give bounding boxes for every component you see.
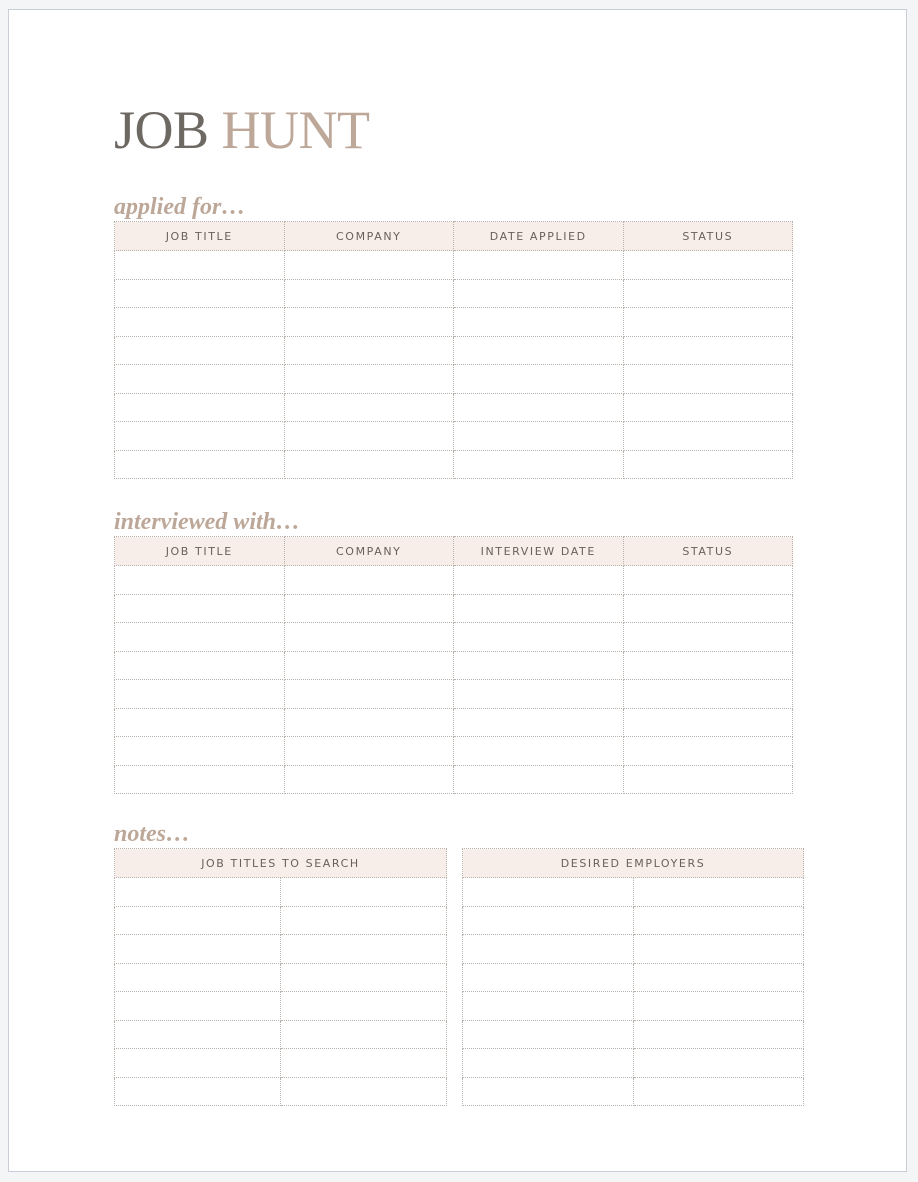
blank-cell[interactable] bbox=[281, 1077, 447, 1106]
table-row bbox=[115, 992, 447, 1021]
col-header-company: COMPANY bbox=[284, 222, 454, 251]
blank-cell[interactable] bbox=[633, 963, 804, 992]
blank-cell[interactable] bbox=[454, 623, 624, 652]
blank-cell[interactable] bbox=[115, 251, 285, 280]
table-row bbox=[115, 878, 447, 907]
blank-cell[interactable] bbox=[115, 963, 281, 992]
table-row bbox=[115, 336, 793, 365]
col-header-job-title: JOB TITLE bbox=[115, 537, 285, 566]
interviewed-section-label: interviewed with… bbox=[114, 509, 300, 535]
blank-cell[interactable] bbox=[623, 680, 793, 709]
blank-cell[interactable] bbox=[284, 308, 454, 337]
blank-cell[interactable] bbox=[623, 279, 793, 308]
table-row bbox=[115, 963, 447, 992]
blank-cell[interactable] bbox=[115, 906, 281, 935]
blank-cell[interactable] bbox=[463, 1020, 634, 1049]
blank-cell[interactable] bbox=[284, 450, 454, 479]
table-row bbox=[115, 1049, 447, 1078]
planner-page bbox=[8, 9, 907, 1172]
blank-cell[interactable] bbox=[623, 566, 793, 595]
blank-cell[interactable] bbox=[454, 708, 624, 737]
table-row bbox=[463, 963, 804, 992]
blank-cell[interactable] bbox=[281, 963, 447, 992]
applied-table bbox=[114, 221, 793, 479]
blank-cell[interactable] bbox=[454, 365, 624, 394]
blank-cell[interactable] bbox=[463, 906, 634, 935]
blank-cell[interactable] bbox=[284, 279, 454, 308]
blank-cell[interactable] bbox=[623, 737, 793, 766]
table-row bbox=[115, 393, 793, 422]
table-row bbox=[115, 737, 793, 766]
blank-cell[interactable] bbox=[633, 878, 804, 907]
blank-cell[interactable] bbox=[281, 935, 447, 964]
blank-cell[interactable] bbox=[115, 1049, 281, 1078]
blank-cell[interactable] bbox=[115, 393, 285, 422]
job-titles-to-search-table bbox=[114, 848, 447, 1106]
blank-cell[interactable] bbox=[115, 935, 281, 964]
col-header-status: STATUS bbox=[623, 222, 793, 251]
blank-cell[interactable] bbox=[284, 336, 454, 365]
table-row bbox=[463, 878, 804, 907]
blank-cell[interactable] bbox=[623, 422, 793, 451]
blank-cell[interactable] bbox=[284, 765, 454, 794]
col-header-job-title: JOB TITLE bbox=[115, 222, 285, 251]
table-row bbox=[115, 1020, 447, 1049]
table-row bbox=[115, 623, 793, 652]
blank-cell[interactable] bbox=[284, 708, 454, 737]
table-row bbox=[115, 1077, 447, 1106]
blank-cell[interactable] bbox=[454, 336, 624, 365]
table-row bbox=[115, 365, 793, 394]
blank-cell[interactable] bbox=[115, 765, 285, 794]
blank-cell[interactable] bbox=[623, 450, 793, 479]
blank-cell[interactable] bbox=[115, 1077, 281, 1106]
blank-cell[interactable] bbox=[623, 365, 793, 394]
table-row bbox=[115, 308, 793, 337]
blank-cell[interactable] bbox=[454, 566, 624, 595]
blank-cell[interactable] bbox=[633, 992, 804, 1021]
blank-cell[interactable] bbox=[454, 737, 624, 766]
table-row bbox=[115, 279, 793, 308]
blank-cell[interactable] bbox=[633, 1020, 804, 1049]
title-word-hunt: HUNT bbox=[221, 100, 370, 160]
blank-cell[interactable] bbox=[281, 1049, 447, 1078]
col-header-interview-date: INTERVIEW DATE bbox=[454, 537, 624, 566]
blank-cell[interactable] bbox=[115, 365, 285, 394]
title-word-job: JOB bbox=[114, 100, 209, 160]
blank-cell[interactable] bbox=[454, 251, 624, 280]
blank-cell[interactable] bbox=[284, 737, 454, 766]
blank-cell[interactable] bbox=[115, 680, 285, 709]
col-header-company: COMPANY bbox=[284, 537, 454, 566]
table-row bbox=[115, 566, 793, 595]
blank-cell[interactable] bbox=[454, 450, 624, 479]
blank-cell[interactable] bbox=[284, 251, 454, 280]
table-header-row bbox=[115, 849, 447, 878]
blank-cell[interactable] bbox=[115, 450, 285, 479]
blank-cell[interactable] bbox=[284, 422, 454, 451]
col-header-date-applied: DATE APPLIED bbox=[454, 222, 624, 251]
blank-cell[interactable] bbox=[281, 1020, 447, 1049]
blank-cell[interactable] bbox=[115, 651, 285, 680]
blank-cell[interactable] bbox=[463, 935, 634, 964]
blank-cell[interactable] bbox=[115, 594, 285, 623]
col-header-job-titles-to-search: JOB TITLES TO SEARCH bbox=[115, 849, 447, 878]
blank-cell[interactable] bbox=[623, 251, 793, 280]
blank-cell[interactable] bbox=[623, 336, 793, 365]
table-row bbox=[115, 450, 793, 479]
blank-cell[interactable] bbox=[115, 308, 285, 337]
blank-cell[interactable] bbox=[284, 365, 454, 394]
blank-cell[interactable] bbox=[115, 737, 285, 766]
table-header-row bbox=[115, 222, 793, 251]
blank-cell[interactable] bbox=[454, 680, 624, 709]
blank-cell[interactable] bbox=[115, 708, 285, 737]
applied-section-label: applied for… bbox=[114, 194, 246, 220]
col-header-desired-employers: DESIRED EMPLOYERS bbox=[463, 849, 804, 878]
blank-cell[interactable] bbox=[115, 623, 285, 652]
table-row bbox=[115, 935, 447, 964]
blank-cell[interactable] bbox=[623, 594, 793, 623]
blank-cell[interactable] bbox=[463, 1077, 634, 1106]
notes-section-label: notes… bbox=[114, 821, 191, 847]
blank-cell[interactable] bbox=[623, 308, 793, 337]
blank-cell[interactable] bbox=[463, 963, 634, 992]
col-header-status: STATUS bbox=[623, 537, 793, 566]
blank-cell[interactable] bbox=[454, 308, 624, 337]
table-row bbox=[463, 1020, 804, 1049]
blank-cell[interactable] bbox=[454, 393, 624, 422]
blank-cell[interactable] bbox=[454, 279, 624, 308]
blank-cell[interactable] bbox=[623, 708, 793, 737]
blank-cell[interactable] bbox=[115, 992, 281, 1021]
table-row bbox=[115, 251, 793, 280]
blank-cell[interactable] bbox=[284, 393, 454, 422]
table-row bbox=[115, 765, 793, 794]
blank-cell[interactable] bbox=[463, 878, 634, 907]
blank-cell[interactable] bbox=[115, 566, 285, 595]
blank-cell[interactable] bbox=[623, 623, 793, 652]
blank-cell[interactable] bbox=[115, 878, 281, 907]
table-row bbox=[115, 651, 793, 680]
blank-cell[interactable] bbox=[623, 651, 793, 680]
blank-cell[interactable] bbox=[463, 992, 634, 1021]
blank-cell[interactable] bbox=[115, 279, 285, 308]
blank-cell[interactable] bbox=[454, 422, 624, 451]
table-row bbox=[463, 992, 804, 1021]
blank-cell[interactable] bbox=[623, 393, 793, 422]
page-title bbox=[114, 98, 370, 162]
blank-cell[interactable] bbox=[633, 1077, 804, 1106]
blank-cell[interactable] bbox=[284, 623, 454, 652]
table-row bbox=[115, 708, 793, 737]
table-row bbox=[115, 594, 793, 623]
blank-cell[interactable] bbox=[115, 1020, 281, 1049]
blank-cell[interactable] bbox=[115, 336, 285, 365]
table-row bbox=[463, 1049, 804, 1078]
table-row bbox=[463, 1077, 804, 1106]
table-row bbox=[115, 906, 447, 935]
blank-cell[interactable] bbox=[115, 422, 285, 451]
blank-cell[interactable] bbox=[281, 878, 447, 907]
blank-cell[interactable] bbox=[281, 906, 447, 935]
blank-cell[interactable] bbox=[284, 566, 454, 595]
blank-cell[interactable] bbox=[284, 680, 454, 709]
desired-employers-table bbox=[462, 848, 804, 1106]
table-row bbox=[115, 680, 793, 709]
blank-cell[interactable] bbox=[281, 992, 447, 1021]
blank-cell[interactable] bbox=[623, 765, 793, 794]
table-header-row bbox=[463, 849, 804, 878]
table-header-row bbox=[115, 537, 793, 566]
table-row bbox=[463, 906, 804, 935]
table-row bbox=[463, 935, 804, 964]
blank-cell[interactable] bbox=[284, 594, 454, 623]
blank-cell[interactable] bbox=[454, 594, 624, 623]
blank-cell[interactable] bbox=[633, 935, 804, 964]
blank-cell[interactable] bbox=[463, 1049, 634, 1078]
interviewed-table bbox=[114, 536, 793, 794]
blank-cell[interactable] bbox=[633, 1049, 804, 1078]
blank-cell[interactable] bbox=[454, 651, 624, 680]
table-row bbox=[115, 422, 793, 451]
blank-cell[interactable] bbox=[454, 765, 624, 794]
blank-cell[interactable] bbox=[284, 651, 454, 680]
blank-cell[interactable] bbox=[633, 906, 804, 935]
